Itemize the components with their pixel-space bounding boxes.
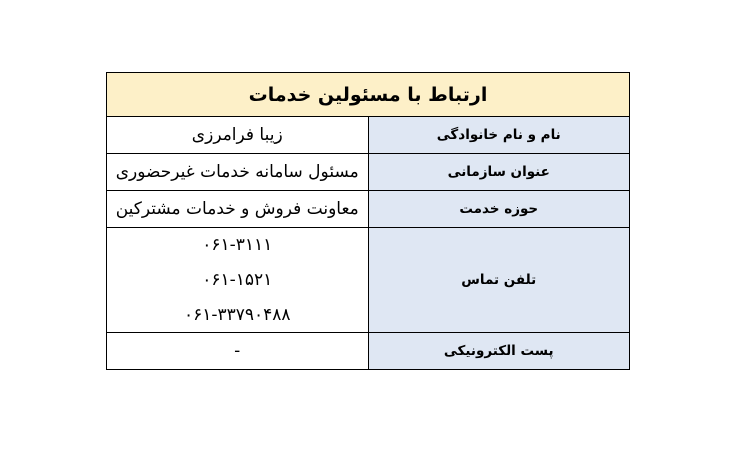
table-row-position bbox=[107, 154, 630, 191]
table-row-name bbox=[107, 117, 630, 154]
table-title: ارتباط با مسئولین خدمات bbox=[107, 73, 630, 117]
email-label: پست الکترونیکی bbox=[368, 333, 630, 370]
phone-label: تلفن تماس bbox=[368, 228, 630, 333]
contact-table bbox=[106, 72, 630, 370]
table-row-phone bbox=[107, 228, 630, 333]
phone-number-2[interactable]: ۰۶۱-۱۵۲۱ bbox=[202, 270, 273, 290]
position-value: مسئول سامانه خدمات غیرحضوری bbox=[107, 154, 369, 191]
title-row bbox=[107, 73, 630, 117]
table-row-department bbox=[107, 191, 630, 228]
phone-list bbox=[107, 228, 368, 332]
phone-number-1[interactable]: ۰۶۱-۳۱۱۱ bbox=[202, 235, 273, 255]
phone-value-cell bbox=[107, 228, 369, 333]
name-label: نام و نام خانوادگی bbox=[368, 117, 630, 154]
department-value: معاونت فروش و خدمات مشترکین bbox=[107, 191, 369, 228]
name-value: زیبا فرامرزی bbox=[107, 117, 369, 154]
email-value: - bbox=[107, 333, 369, 370]
phone-number-3[interactable]: ۰۶۱-۳۳۷۹۰۴۸۸ bbox=[183, 305, 291, 325]
table-row-email bbox=[107, 333, 630, 370]
position-label: عنوان سازمانی bbox=[368, 154, 630, 191]
department-label: حوزه خدمت bbox=[368, 191, 630, 228]
